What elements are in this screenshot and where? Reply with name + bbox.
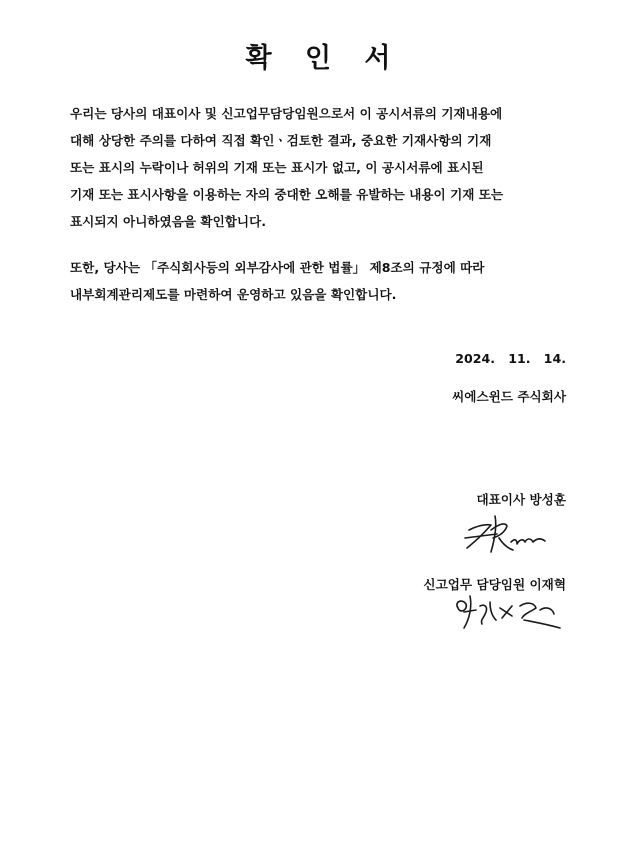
paragraph-line: 우리는 당사의 대표이사 및 신고업무담당임원으로서 이 공시서류의 기재내용에 <box>70 106 503 121</box>
disclosure-officer-signer: 신고업무 담당임원 이재혁 <box>423 577 566 592</box>
ceo-signature-image <box>455 508 555 558</box>
document-title: 확 인 서 <box>245 43 403 74</box>
paragraph-line: 표시되지 아니하였음을 확인합니다. <box>70 214 267 229</box>
internal-control-paragraph <box>70 254 570 308</box>
document-date: 2024. 11. 14. <box>455 351 566 366</box>
officer-signature-image <box>450 592 568 632</box>
confirmation-paragraph <box>70 100 570 235</box>
paragraph-line: 또한, 당사는 「주식회사등의 외부감사에 관한 법률」 제8조의 규정에 따라 <box>70 260 485 275</box>
ceo-signer: 대표이사 방성훈 <box>476 492 566 507</box>
paragraph-line: 기재 또는 표시사항을 이용하는 자의 중대한 오해를 유발하는 내용이 기재 또는 <box>70 187 504 202</box>
paragraph-line: 또는 표시의 누락이나 허위의 기재 또는 표시가 없고, 이 공시서류에 표시된 <box>70 160 484 175</box>
company-name: 씨에스윈드 주식회사 <box>452 389 566 404</box>
paragraph-line: 대해 상당한 주의를 다하여 직접 확인ㆍ검토한 결과, 중요한 기재사항의 기재 <box>70 133 492 148</box>
paragraph-line: 내부회계관리제도를 마련하여 운영하고 있음을 확인합니다. <box>70 287 397 302</box>
